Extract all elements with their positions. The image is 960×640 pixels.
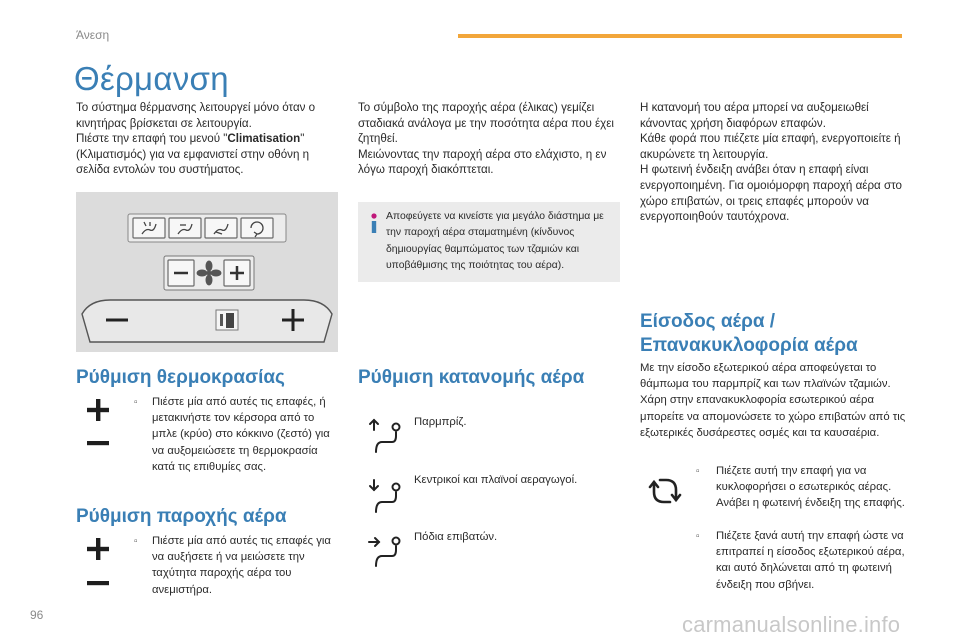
info-box <box>358 202 620 282</box>
distribution-intro-p2: Κάθε φορά που πιέζετε μία επαφή, ενεργοποιείτε ή ακυρώνετε τη λειτουργία. <box>640 132 901 161</box>
distribution-intro-p1: Η κατανομή του αέρα μπορεί να αυξομειωθεί κάνοντας χρήση διαφόρων επαφών. <box>640 101 869 130</box>
airflow-symbol-text <box>358 100 620 178</box>
section-tag: Άνεση <box>76 28 110 42</box>
control-panel-illustration <box>76 192 338 352</box>
temperature-instructions: Πιέστε μία από αυτές τις επαφές, ή μετακινήστε τον κέρσορα από το μπλε (κρύο) στο κόκκινο (ζεστό) για να αυξομειώσετε τη θερμοκρασία κατά τις επιθυμίες σας. <box>152 396 330 473</box>
intro-line1: Το σύστημα θέρμανσης λειτουργεί μόνο όταν ο κινητήρας βρίσκεται σε λειτουργία. <box>76 101 316 130</box>
temperature-slider <box>82 300 332 342</box>
watermark: carmanualsonline.info <box>682 612 901 637</box>
airflow-symbol-p1: Το σύμβολο της παροχής αέρα (έλικας) γεμίζει σταδιακά ανάλογα με την ποσότητα αέρα που έχει ζητηθεί. <box>358 101 615 146</box>
windscreen-airflow-icon <box>368 418 404 454</box>
recirculation-bullet-2: Πιέζετε ξανά αυτή την επαφή ώστε να επιτραπεί η είσοδος εξωτερικού αέρα, και αυτό δηλώνεται από τη φωτεινή ένδειξη που σβήνει. <box>716 530 905 591</box>
airflow-instructions: Πιέστε μία από αυτές τις επαφές για να αυξήσετε ή να μειώσετε την ταχύτητα παροχής αέρα του ανεμιστήρα. <box>152 535 331 596</box>
distribution-heading: Ρύθμιση κατανομής αέρα <box>358 367 585 388</box>
temperature-heading: Ρύθμιση θερμοκρασίας <box>76 367 285 388</box>
distribution-label-footwell: Πόδια επιβατών. <box>414 531 498 543</box>
footwell-airflow-icon <box>368 532 404 568</box>
page-title: Θέρμανση <box>74 60 229 97</box>
distribution-label-face-vents: Κεντρικοί και πλαϊνοί αεραγωγοί. <box>414 474 578 486</box>
control-panel-drawing <box>76 192 338 352</box>
airflow-minus-icon <box>86 580 110 586</box>
header-accent-bar <box>458 34 902 38</box>
distribution-intro-text <box>640 100 906 225</box>
page-number: 96 <box>30 608 44 622</box>
bullet-marker: ▫ <box>696 466 700 477</box>
recirculation-heading-line1: Είσοδος αέρα / <box>640 311 776 332</box>
intro-line2: Πιέστε την επαφή του μενού "Climatisation" (Κλιματισμός) για να εμφανιστεί στην οθόνη η σελίδα εντολών του συστήματος. <box>76 132 310 177</box>
bullet-marker: ▫ <box>134 536 138 547</box>
info-icon <box>368 212 380 236</box>
recirculation-bullet-1: Πιέζετε αυτή την επαφή για να κυκλοφορήσει ο εσωτερικός αέρας. Ανάβει η φωτεινή ένδειξη της επαφής. <box>716 465 905 510</box>
face-vents-airflow-icon <box>368 478 404 514</box>
recirculation-description: Με την είσοδο εξωτερικού αέρα αποφεύγεται το θάμπωμα του παρμπρίζ και των πλαϊνών τζαμιών. Χάρη στην επανακυκλοφορία εσωτερικού αέρα μπορείτε να απομονώσετε το χώρο επιβατών από τις εξωτερικές δυσάρεστες οσμές και τα καυσαέρια. <box>640 362 906 439</box>
intro-text <box>76 100 338 178</box>
recirculation-heading <box>640 310 858 358</box>
distribution-buttons-row <box>128 214 286 242</box>
bullet-marker: ▫ <box>696 531 700 542</box>
menu-name: Climatisation <box>227 132 301 146</box>
temperature-minus-icon <box>86 440 110 446</box>
airflow-plus-icon <box>86 537 110 561</box>
airflow-symbol-p2: Μειώνοντας την παροχή αέρα στο ελάχιστο, η εν λόγω παροχή διακόπτεται. <box>358 147 607 177</box>
distribution-label-windscreen: Παρμπρίζ. <box>414 416 467 428</box>
recirculation-icon <box>648 474 682 508</box>
airflow-heading: Ρύθμιση παροχής αέρα <box>76 506 287 527</box>
temperature-plus-icon <box>86 398 110 422</box>
recirculation-heading-line2: Επανακυκλοφορία αέρα <box>640 335 858 356</box>
bullet-marker: ▫ <box>134 397 138 408</box>
info-text: Αποφεύγετε να κινείστε για μεγάλο διάστημα με την παροχή αέρα σταματημένη (κίνδυνος δημιουργίας θαμπώματος των τζαμιών και υποβάθμισης της ποιότητας του αέρα). <box>386 211 604 272</box>
distribution-intro-p3: Η φωτεινή ένδειξη ανάβει όταν η επαφή είναι ενεργοποιημένη. Για ομοιόμορφη παροχή αέρα στο χώρο επιβατών, οι τρεις επαφές μπορούν να ενεργοποιηθούν ταυτόχρονα. <box>640 163 902 224</box>
fan-speed-row <box>164 256 254 290</box>
